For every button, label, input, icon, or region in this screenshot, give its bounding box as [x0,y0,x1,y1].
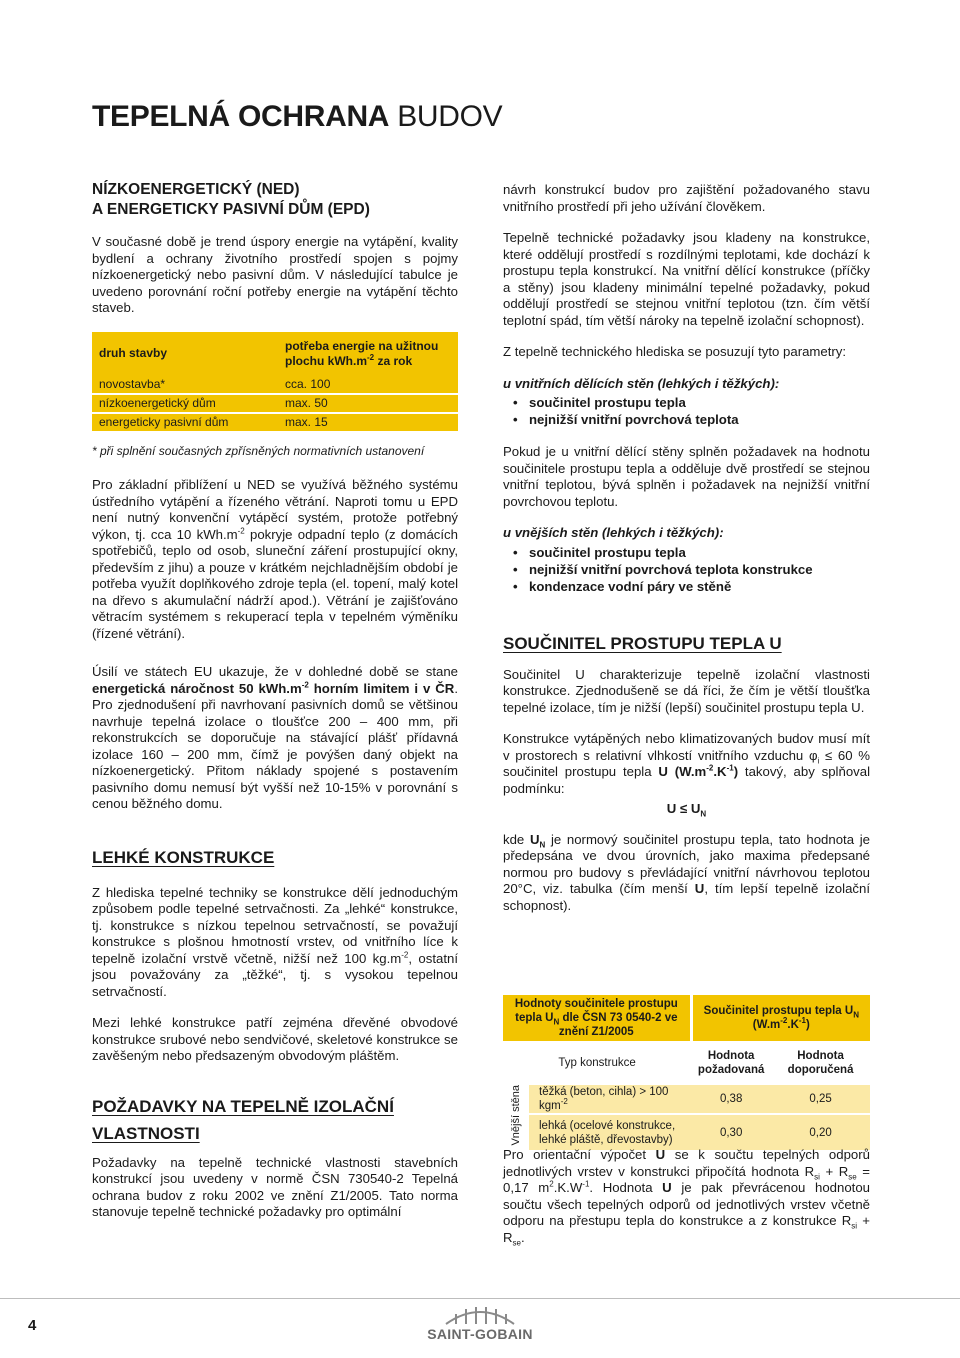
ned-intro: V současné době je trend úspory energie na vytápění, kvality bydlení a ochrany životního prostředí spojen s pojmy nízkoenergetický nebo pasivní dům. V následující tabulce je uvedeno porovnání roční potřeby energie na vytápění těchto staveb. [92,234,458,315]
energy-table [92,332,458,433]
pl-i: . [520,1229,525,1245]
p3-bold-text: energetická náročnost 50 kWh.m [92,680,302,696]
u-table-header-2 [691,995,870,1041]
light-paragraph-2: Mezi lehké konstrukce patří zejména dřevěné obvodové konstrukce srubové nebo sendvičové, skeletové konstrukce se zavěšeným nebo předsazeným obvodovým pláštěm. [92,1015,458,1063]
energy-value-header-text: potřeba energie na užitnou plochu kWh.m [285,338,439,368]
u-row-required: 0,30 [719,1126,743,1139]
requirements-paragraph: Požadavky na tepelně technické vlastnosti stavebních konstrukcí jsou uvedeny v normě ČSN 730540-2 Tepelná ochrana budov z roku 2002 ve znění Z1/2005. Tato norma stanovuje tepelně technické požadavky pro optimální [92,1154,458,1219]
logo-text: SAINT-GOBAIN [427,1326,533,1342]
page-title-bold: TEPELNÁ OCHRANA [92,100,390,133]
h2-text-a: Součinitel prostupu tepla U [703,1005,854,1017]
u-row-label: lehká (ocelové konstrukce, lehké pláště, dřevostavby) [539,1119,676,1146]
u-p2-bold-sup: -2 [706,763,714,773]
pl-sub1: si [814,1172,820,1182]
table-row [503,1085,870,1114]
energy-row-type: energeticky pasivní dům [92,413,278,432]
u-row-required: 0,38 [691,1085,771,1114]
h2-sub: N [853,1010,859,1020]
list-item: • součinitel prostupu tepla [513,394,870,411]
u-paragraph-2 [503,731,870,797]
h2-sup: -2 [780,1016,788,1026]
pl-sup2: -1 [582,1179,590,1189]
energy-row-value: cca. 100 [278,376,458,394]
u-p3-b: je normový součinitel prostupu tepla, tato hodnota je předepsána ve dvou úrovních, jako maxima předepsané normou pro budovy s převládající vnitřní návrhovou teplotou 20°C, viz. tabulka (čím menší [503,831,870,896]
h2-text-c: .K [787,1019,799,1031]
p2-text: Pro základní přiblížení u NED se využívá běžného systému ústředního vytápění a řízeného větrání. Naproti tomu u EPD není nutný konvenční vytápěcí systém, protože potřebný výkon, tj. cca 10 kWh.m [92,477,458,542]
table-row [92,376,458,394]
p3-text-a: Úsilí ve státech EU ukazuje, že v dohledné době se stane [92,664,458,679]
u-p2-bold-text: U (W.m [658,764,707,779]
ned-paragraph-3 [92,664,458,813]
left-column [92,180,458,1221]
light-p1-tail: , ostatní jsou považovány za „těžké“, tj. s vysokou tepelnou setrvačností. [92,950,459,999]
pl-h: + R [503,1213,870,1245]
u-p3-a: kde [503,831,530,847]
h2-sup2: -1 [798,1016,807,1026]
pl-sub4: se [512,1238,521,1248]
requirements-heading: POŽADAVKY NA TEPELNĚ IZOLAČNÍ VLASTNOSTI [92,1096,394,1143]
inner-walls-list [513,394,870,428]
u-row-recommended: 0,25 [771,1085,870,1114]
u-formula-sub: N [700,809,707,819]
energy-table-header [92,332,458,376]
u-p3-bold: U [529,831,540,847]
pl-f: . Hodnota [589,1180,663,1195]
page-number: 4 [28,1317,37,1334]
page-title-light: BUDOV [389,100,503,133]
u-table-type-label: Typ konstrukce [558,1057,636,1069]
u-table-header-row [503,995,870,1041]
list-item: • kondenzace vodní páry ve stěně [513,578,870,595]
light-paragraph-1 [92,885,458,1001]
p3-bold-sup: -2 [301,680,309,690]
arch-logo-icon [400,1302,560,1326]
u-p2-b: ≤ 60 % součinitel prostupu tepla [503,747,870,779]
p3-bold-tail: horním limitem i v ČR [308,680,455,696]
energy-col-type-header: druh stavby [99,346,168,360]
h1-sub: N [553,1017,560,1027]
u-p3-c: , tím lepší tepelně izolační schopnost). [503,881,870,913]
u-table-side-label-text: Vnější stěna [510,1085,522,1146]
p2-sup: -2 [237,526,245,536]
u-p3-bold-sub: N [539,840,546,850]
pl-g: je pak převrácenou hodnotou součtu všech tepelných odporů od jednotlivých vrstev včetně odporu na přestupu tepla do konstrukce a z konstrukce R [503,1180,870,1228]
u-table-required-label: Hodnota požadovaná [697,1050,765,1076]
energy-row-value: max. 15 [278,413,458,432]
energy-row-type: novostavba* [92,376,278,394]
u-p2-c: takový, aby splňoval podmínku: [503,764,871,796]
u-p2-bold-sup2: -1 [726,763,734,773]
u-coefficient-heading: SOUČINITEL PROSTUPU TEPLA U [503,633,782,653]
footer-divider [0,1298,960,1299]
list-item: • součinitel prostupu tepla [513,544,870,561]
right-paragraph-1: návrh konstrukcí budov pro zajištění požadovaného stavu vnitřního prostředí při jeho užívání člověkem. [503,182,870,214]
h2-text-d: ) [806,1019,810,1031]
pl-c: + R [819,1163,849,1179]
ned-heading [92,180,458,220]
ned-paragraph-2 [92,477,458,642]
ned-heading-line-2: A ENERGETICKY PASIVNÍ DŮM (EPD) [92,201,370,218]
u-p2-sub: i [817,756,820,766]
pl-bold2: U [662,1180,672,1195]
pl-sub2: se [848,1172,857,1182]
pl-a: Pro orientační výpočet [503,1147,656,1162]
u-table-subheader-row [503,1041,870,1085]
u-p3-bold2: U [694,881,705,896]
u-paragraph-3 [503,832,870,915]
pl-sub3: si [851,1221,858,1231]
pl-e: .K.W [553,1180,583,1195]
u-formula [503,801,870,818]
pl-bold: U [655,1147,666,1162]
energy-row-value: max. 50 [278,394,458,413]
h1-text-b: dle ČSN 73 0540-2 ve znění Z1/2005 [558,1012,678,1038]
outer-walls-heading: u vnějších stěn (lehkých i těžkých): [503,525,724,540]
saint-gobain-logo [400,1302,560,1342]
h1-text-a: Hodnoty součinitele prostupu tepla U [514,998,678,1024]
u-table-header-1 [503,995,691,1041]
h2-text-b: (W.m [752,1019,781,1031]
pl-d: = 0,17 m [503,1163,870,1195]
page-title [92,100,502,134]
energy-row-type: nízkoenergetický dům [92,394,278,413]
light-p1-sup: -2 [401,950,409,960]
table-row [92,413,458,432]
u-table-recommended-label: Hodnota doporučená [787,1050,854,1076]
u-p2-a: Konstrukce vytápěných nebo klimatizovaných budov musí mít v prostorech s relativní vlhkostí vnitřního vzduchu φ [503,731,870,763]
pl-sup: 2 [549,1179,554,1189]
p2-tail: pokryje odpadní teplo (z domácích spotřebičů, teplo od osob, sluneční záření prostupující okny, především z jihu) a pouze v krátkém nejchladnějším období je potřeba využít doplňkového zdroje tepla (el. topení, malý kotel na dřevo s akumulační nádrží apod.). Větrání je zajišťováno větracím systémem s rekuperací tepla v tepelném výměníku (řízené větrání). [92,526,458,641]
table-row [503,1114,870,1150]
right-column-bottom [503,1147,870,1246]
light-p1-text: Z hlediska tepelné techniky se konstrukce dělí jednoduchým způsobem podle tepelné setrvačnosti. Za „lehké“ konstrukce, tj. konstrukce s nízkou tepelnou setrvačností, se považují konstrukce s plošnou hmotností vrstev, od vnitřního líce k tepelně izolační vrstvě včetně, nižší než 100 kg.m [92,884,458,966]
outer-walls-list [513,544,870,595]
u-formula-text: U ≤ U [666,801,701,816]
p3-text-b: . Pro zjednodušení při navrhovaní pasivních domů se většinou navrhuje tepelná izolace o tloušťce 200 – 400 mm, při rekonstrukcích se doporučuje na stávající plášť přídavná izolace 160 – 200 mm, čímž je povýšen daný objekt na nízkoenergetický. Přitom náklady spojené s postavením pasivního domu nemusí být vyšší než 10-15% v porovnání s cenou běžného domu. [92,680,458,811]
inner-walls-heading: u vnitřních dělících stěn (lehkých i těžkých): [503,375,780,391]
list-item: • nejnižší vnitřní povrchová teplota konstrukce [513,561,870,578]
right-column [503,182,870,929]
u-row-label-text: těžká (beton, cihla) > 100 kgm [539,1086,669,1112]
u-row-label [529,1085,691,1114]
list-item: • nejnižší vnitřní povrchová teplota [513,411,870,428]
energy-value-header-tail: za rok [374,353,413,368]
u-row-label-sup: -2 [560,1097,568,1107]
u-calculation-paragraph [503,1147,870,1246]
right-paragraph-4: Pokud je u vnitřní dělící stěny splněn požadavek na hodnotu součinitele prostupu tepla a odděluje dvě prostředí se stejnou vnitřní teplotou, bývá splněn i požadavek na nejnižší vnitřní povrchovou teplotu. [503,444,870,509]
u-p2-bold-end: ) [733,764,739,779]
u-p2-bold [658,764,738,779]
right-paragraph-3: Z tepelně technického hlediska se posuzují tyto parametry: [503,344,847,359]
energy-col-value-header [278,332,458,376]
table-footnote: * při splnění současných zpřísněných normativních ustanovení [92,443,425,458]
p3-bold [92,681,454,696]
u-values-table [503,995,870,1150]
right-paragraph-2: Tepelně technické požadavky jsou kladeny na konstrukce, které oddělují prostředí s rozdílnými teplotami, kde dochází k prostupu tepla konstrukcí. Na vnitřní dělící konstrukce (příčky a stěny) jsou kladeny minimální tepelné požadavky, pokud oddělují prostředí se stejnou vnitřní teplotou (tzn. čím větší teplotní spád, tím větší nároky na tepelně izolační schopnost). [503,230,870,328]
u-p2-bold-mid: .K [713,764,727,779]
table-row [92,394,458,413]
u-row-recommended: 0,20 [809,1126,832,1139]
pl-b: se k součtu tepelných odporů jednotlivých vrstev v konstrukci připočítá hodnota R [503,1147,870,1179]
ned-heading-line-1: NÍZKOENERGETICKÝ (NED) [92,181,300,198]
u-table-side-label [503,1085,529,1150]
energy-value-header-sup: -2 [367,352,375,362]
light-construction-heading: LEHKÉ KONSTRUKCE [92,847,275,867]
u-paragraph-1: Součinitel U charakterizuje tepelně izolační vlastnosti konstrukce. Zjednodušeně se dá říci, že čím je větší tloušťka tepelné izolace, tím je nižší (lepší) součinitel prostupu tepla U. [503,666,870,715]
